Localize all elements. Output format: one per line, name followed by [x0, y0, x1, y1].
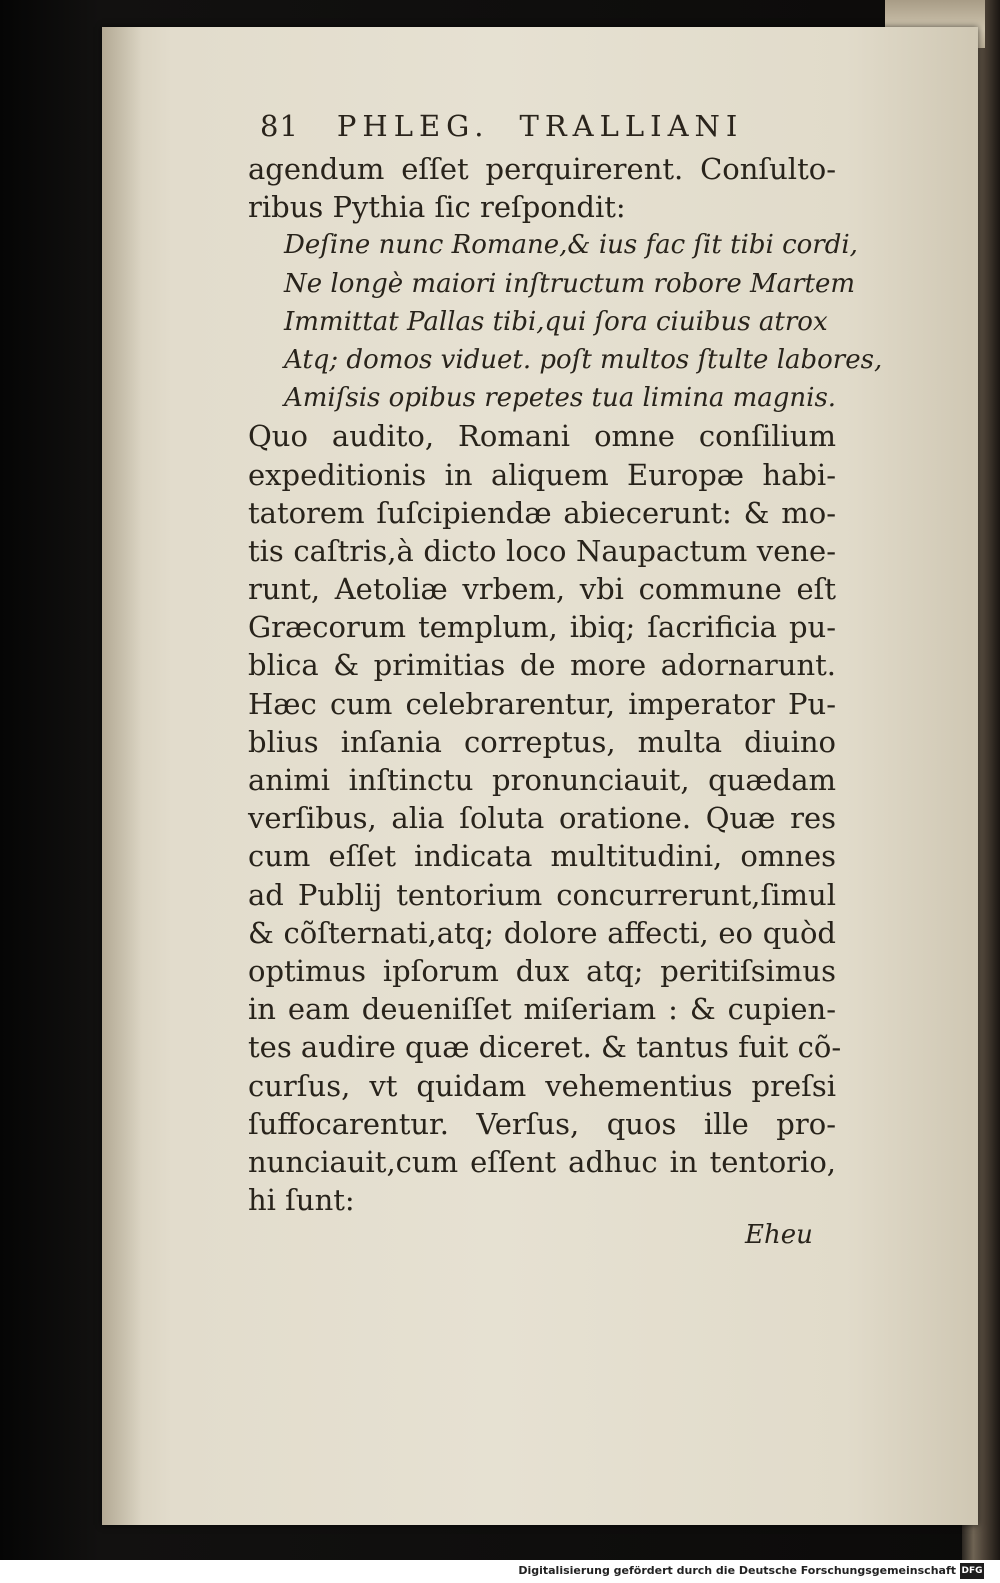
text-line: in eam deueniſſet miſeriam : & cupien- [248, 992, 836, 1027]
text-line: cum eſſet indicata multitudini, omnes [248, 839, 836, 874]
header-title-part1: PHLEG. [336, 109, 490, 143]
text-line: nunciauit,cum eſſent adhuc in tentorio, [248, 1144, 836, 1179]
catchword: Eheu [745, 1220, 813, 1250]
footer-bar [0, 1560, 1000, 1583]
gutter-shadow [102, 27, 142, 1525]
text-line: Quo audito, Romani omne conſilium [248, 419, 836, 454]
text-block [248, 150, 883, 1219]
text-line: verſibus, alia ſoluta oratione. Quæ res [248, 801, 836, 836]
text-line: tatorem ſuſcipiendæ abiecerunt: & mo- [248, 495, 836, 530]
text-line: tis caſtris,à dicto loco Naupactum vene- [248, 533, 836, 568]
text-line: optimus ipſorum dux atq; peritiſsimus [248, 953, 836, 988]
text-line: blica & primitias de more adornarunt. [248, 648, 836, 683]
text-line: Græcorum templum, ibiq; ſacrificia pu- [248, 610, 836, 645]
verse-line: Atq; domos viduet. poſt multos ſtulte labores, [284, 344, 883, 375]
verse-line: Immittat Pallas tibi,qui ſora ciuibus atrox [284, 306, 828, 337]
text-line: hi ſunt: [248, 1183, 355, 1218]
text-line: animi inſtinctu pronunciauit, quædam [248, 763, 836, 797]
running-header [260, 104, 820, 148]
text-line: runt, Aetoliæ vrbem, vbi commune eſt [248, 572, 836, 607]
dfg-logo-icon: DFG [960, 1563, 984, 1579]
text-line: Hæc cum celebrarentur, imperator Pu- [248, 686, 836, 721]
verse-line: Ne longè maiori inſtructum robore Martem [284, 268, 856, 299]
verse-line: Deſine nunc Romane,& ius fac ſit tibi cordi, [284, 230, 858, 261]
text-line: expeditionis in aliquem Europæ habi- [248, 457, 836, 492]
text-line: ſuffocarentur. Verſus, quos ille pro- [248, 1106, 836, 1141]
text-line: blius inſania correptus, multa diuino [248, 724, 836, 759]
text-line: curſus, vt quidam vehementius preſsi [248, 1068, 836, 1103]
text-line: ad Publij tentorium concurrerunt,ſimul [248, 877, 836, 912]
funding-credit: Digitalisierung gefördert durch die Deutsche Forschungsgemeinschaft [518, 1564, 956, 1577]
page-number: 81 [260, 109, 299, 143]
text-line: & cõſternati,atq; dolore affecti, eo quòd [248, 915, 836, 950]
verse-line: Amiſsis opibus repetes tua limina magnis. [284, 383, 837, 414]
text-line: tes audire quæ diceret. & tantus fuit cõ- [248, 1030, 842, 1065]
text-line: ribus Pythia ſic reſpondit: [248, 190, 626, 225]
text-line: agendum eſſet perquirerent. Conſulto- [248, 152, 836, 186]
header-title-part2: TRALLIANI [519, 109, 744, 143]
